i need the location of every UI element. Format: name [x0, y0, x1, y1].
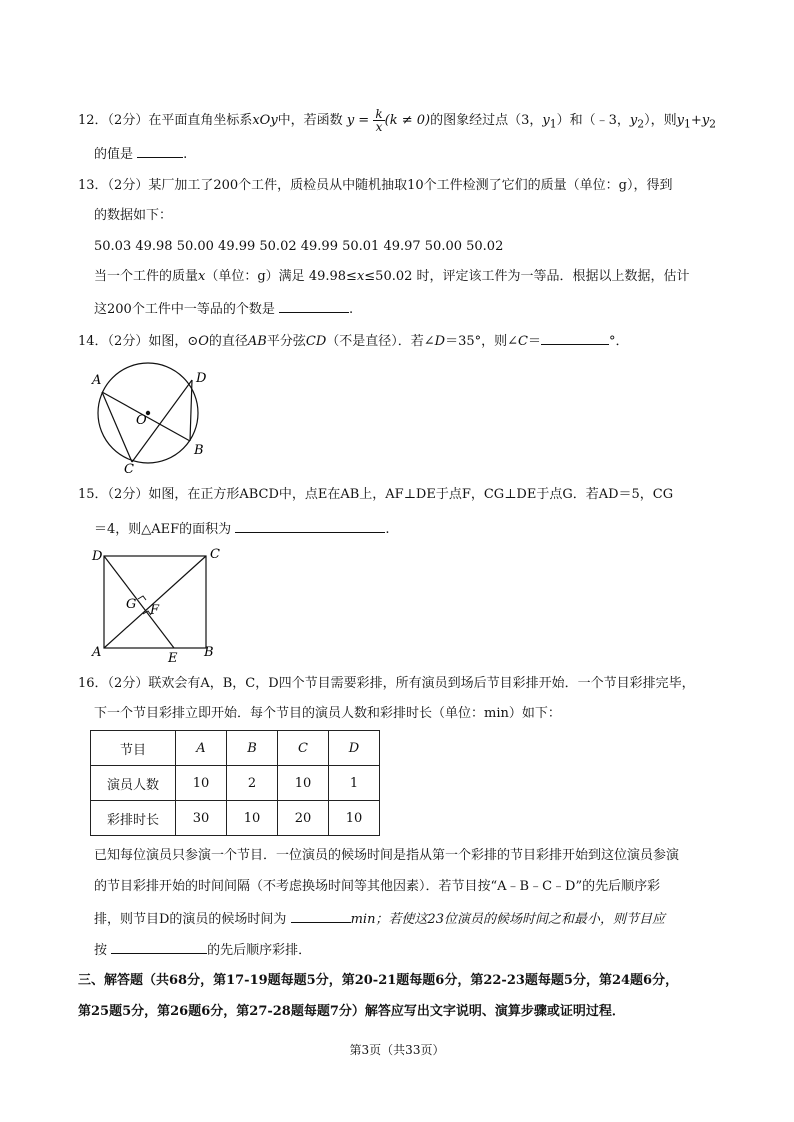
segment-de — [104, 556, 174, 648]
q16-line6: 按 的先后顺序彩排． — [94, 940, 311, 960]
chord-db — [190, 380, 192, 441]
q16-line2: 下一个节目彩排立即开始．每个节目的演员人数和彩排时长（单位：min）如下： — [94, 706, 561, 721]
section3-line2: 第25题5分，第26题6分，第27-28题每题7分）解答应写出文字说明、演算步骤或证明过程． — [78, 1004, 625, 1019]
fraction-k-over-x: $\frac{k}{x}$ — [375, 107, 383, 134]
table-cell: 2 — [227, 766, 278, 801]
square-diagram — [88, 542, 228, 666]
q13-line2: 的数据如下： — [94, 208, 173, 223]
label-b: B — [204, 645, 214, 660]
table-cell: 10 — [329, 801, 380, 836]
table-cell: 10 — [176, 766, 227, 801]
table-header: B — [227, 731, 278, 766]
table-header: 节目 — [91, 731, 176, 766]
label-f: F — [150, 603, 160, 618]
table-cell: 演员人数 — [91, 766, 176, 801]
answer-blank[interactable] — [137, 144, 183, 158]
answer-blank[interactable] — [235, 519, 385, 533]
table-header: C — [278, 731, 329, 766]
table-cell: 10 — [227, 801, 278, 836]
q13-line4: 当一个工件的质量x（单位：g）满足 49.98≤x≤50.02 时，评定该工件为一等品．根据以上数据，估计 — [94, 269, 690, 284]
table-cell: 彩排时长 — [91, 801, 176, 836]
q16-line5: 排，则节目D的演员的候场时间为 min；若使这23位演员的候场时间之和最小，则节目应 — [94, 909, 665, 929]
table-cell: 1 — [329, 766, 380, 801]
circle-diagram — [88, 362, 228, 474]
q16-line1: 16．（2分）联欢会有A，B，C，D四个节目需要彩排，所有演员到场后节目彩排开始．一个节目彩排完毕， — [78, 676, 695, 691]
q13-line1: 13．（2分）某厂加工了200个工件，质检员从中随机抽取10个工件检测了它们的质量（单位：g），得到 — [78, 178, 673, 193]
q16-line4: 的节目彩排开始的时间间隔（不考虑换场时间等其他因素）．若节目按“A﹣B﹣C﹣D”的先后顺序彩 — [94, 879, 661, 894]
table-header-row — [91, 731, 380, 766]
label-a: A — [92, 373, 102, 388]
q13-data: 50.03 49.98 50.00 49.99 50.02 49.99 50.01 49.97 50.00 50.02 — [94, 239, 504, 254]
page-footer: 第3页（共33页） — [349, 1043, 445, 1057]
label-c: C — [210, 547, 220, 562]
answer-blank[interactable] — [291, 909, 351, 923]
answer-blank[interactable] — [279, 299, 349, 313]
table-header: A — [176, 731, 227, 766]
q13-line5: 这200个工件中一等品的个数是 . — [94, 299, 353, 319]
table-cell: 30 — [176, 801, 227, 836]
rehearsal-table — [90, 730, 380, 836]
label-a: A — [92, 645, 102, 660]
table-row — [91, 801, 380, 836]
section3-line1: 三、解答题（共68分，第17-19题每题5分，第20-21题每题6分，第22-23题每题5分，第24题6分， — [78, 973, 679, 988]
table-row — [91, 766, 380, 801]
label-g: G — [126, 597, 137, 612]
table-cell: 20 — [278, 801, 329, 836]
label-o: O — [136, 413, 147, 428]
answer-blank[interactable] — [111, 940, 207, 954]
answer-blank[interactable] — [541, 331, 609, 345]
label-b: B — [194, 443, 204, 458]
table-header: D — [329, 731, 380, 766]
label-c: C — [124, 462, 134, 474]
label-d: D — [92, 549, 103, 564]
segment-ac — [104, 556, 206, 648]
label-e: E — [168, 651, 178, 666]
q12-line1: 12．（2分）在平面直角坐标系xOy中，若函数 y = $\frac{k}{x}$ (k ≠ 0)的图象经过点（3，$y_1$）和（﹣3，$y_2$），则$y_1+y_2$ — [78, 107, 717, 134]
q12-line2: 的值是 . — [94, 144, 187, 164]
table-cell: 10 — [278, 766, 329, 801]
q15-line2: ＝4，则△AEF的面积为 . — [94, 519, 389, 539]
q15-line1: 15．（2分）如图，在正方形ABCD中，点E在AB上，AF⊥DE于点F，CG⊥DE于点G．若AD＝5，CG — [78, 487, 674, 502]
label-d: D — [196, 371, 207, 386]
right-angle-g — [138, 596, 146, 600]
q16-line3: 已知每位演员只参演一个节目．一位演员的候场时间是指从第一个彩排的节目彩排开始到这位演员参演 — [94, 848, 680, 863]
q14-line1: 14．（2分）如图，⊙O的直径AB平分弦CD（不是直径）．若∠D＝35°，则∠C＝ °． — [78, 331, 629, 351]
